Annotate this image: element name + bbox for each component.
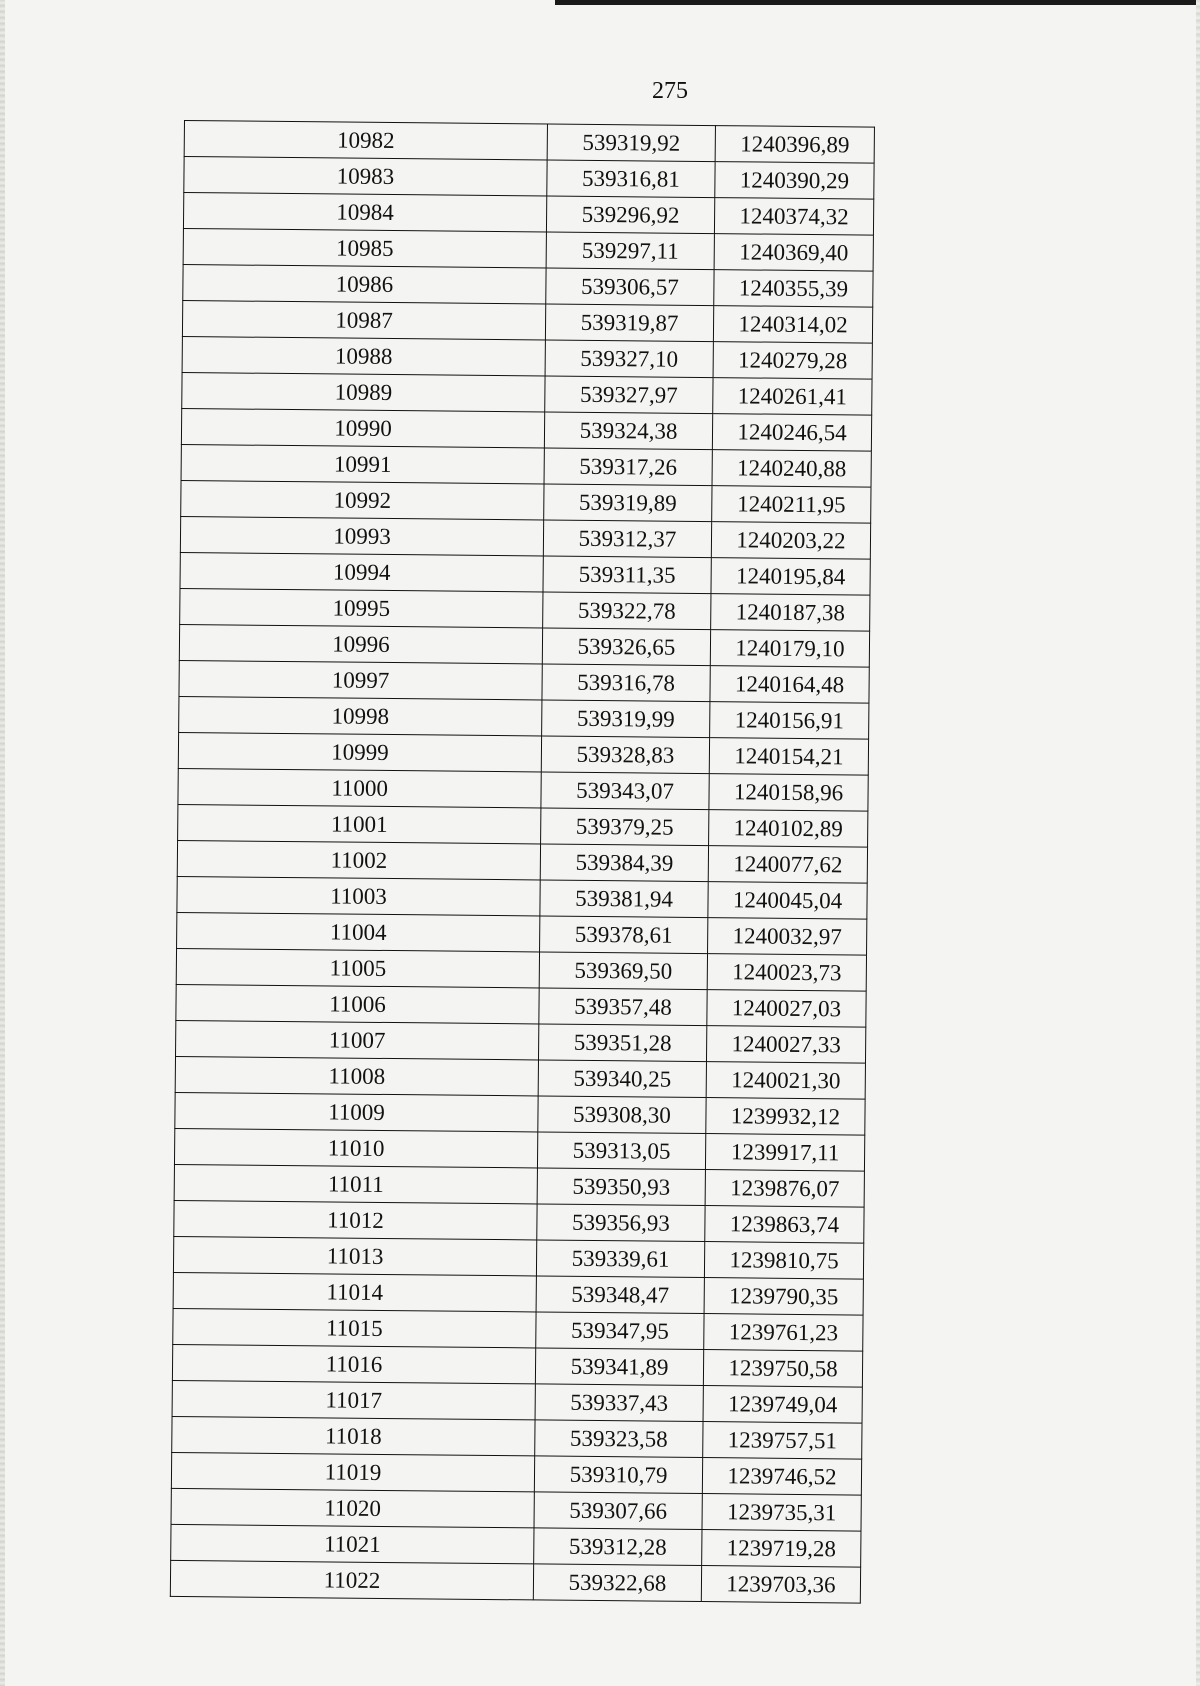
x-coordinate-cell: 539381,94 [540,880,708,918]
y-coordinate-cell: 1239790,35 [704,1278,863,1316]
x-coordinate-cell: 539308,30 [538,1096,706,1134]
y-coordinate-cell: 1240102,89 [709,810,868,848]
y-coordinate-cell: 1239810,75 [704,1242,863,1280]
y-coordinate-cell: 1240027,33 [706,1026,865,1064]
point-number-cell: 10987 [182,300,545,339]
point-number-cell: 11016 [172,1344,535,1383]
x-coordinate-cell: 539312,37 [543,520,711,558]
point-number-cell: 11015 [173,1308,536,1347]
y-coordinate-cell: 1240195,84 [711,558,870,596]
x-coordinate-cell: 539357,48 [539,988,707,1026]
x-coordinate-cell: 539319,99 [542,700,710,738]
point-number-cell: 11013 [173,1236,536,1275]
point-number-cell: 10998 [179,696,542,735]
point-number-cell: 10985 [183,228,546,267]
coordinates-table-body [170,121,874,1604]
scan-top-border [555,0,1200,5]
y-coordinate-cell: 1240240,88 [712,450,871,488]
y-coordinate-cell: 1240390,29 [715,162,874,200]
x-coordinate-cell: 539323,58 [535,1420,703,1458]
y-coordinate-cell: 1239750,58 [703,1350,862,1388]
x-coordinate-cell: 539296,92 [546,196,714,234]
point-number-cell: 11014 [173,1272,536,1311]
x-coordinate-cell: 539317,26 [544,448,712,486]
point-number-cell: 11022 [170,1560,533,1599]
x-coordinate-cell: 539327,97 [545,376,713,414]
point-number-cell: 11020 [171,1488,534,1527]
point-number-cell: 11011 [174,1164,537,1203]
x-coordinate-cell: 539343,07 [541,772,709,810]
y-coordinate-cell: 1239746,52 [702,1458,861,1496]
point-number-cell: 11004 [177,912,540,951]
y-coordinate-cell: 1239761,23 [704,1314,863,1352]
x-coordinate-cell: 539327,10 [545,340,713,378]
x-coordinate-cell: 539319,92 [547,124,715,162]
point-number-cell: 10988 [182,336,545,375]
x-coordinate-cell: 539307,66 [534,1492,702,1530]
y-coordinate-cell: 1239863,74 [705,1206,864,1244]
y-coordinate-cell: 1240032,97 [708,918,867,956]
x-coordinate-cell: 539328,83 [541,736,709,774]
point-number-cell: 10993 [180,516,543,555]
point-number-cell: 10989 [182,372,545,411]
point-number-cell: 10984 [183,193,546,232]
y-coordinate-cell: 1240077,62 [708,846,867,884]
y-coordinate-cell: 1239735,31 [702,1494,861,1532]
table-row [170,1560,860,1603]
y-coordinate-cell: 1240164,48 [710,666,869,704]
y-coordinate-cell: 1240396,89 [715,126,874,164]
point-number-cell: 11018 [172,1416,535,1455]
x-coordinate-cell: 539324,38 [544,412,712,450]
point-number-cell: 11012 [174,1200,537,1239]
y-coordinate-cell: 1240203,22 [711,522,870,560]
point-number-cell: 10983 [184,157,547,196]
point-number-cell: 11017 [172,1380,535,1419]
y-coordinate-cell: 1240179,10 [710,630,869,668]
y-coordinate-cell: 1240021,30 [706,1062,865,1100]
x-coordinate-cell: 539351,28 [538,1024,706,1062]
point-number-cell: 11009 [175,1092,538,1131]
point-number-cell: 10986 [183,264,546,303]
x-coordinate-cell: 539313,05 [537,1132,705,1170]
x-coordinate-cell: 539379,25 [541,808,709,846]
x-coordinate-cell: 539348,47 [536,1276,704,1314]
y-coordinate-cell: 1240374,32 [714,198,873,236]
point-number-cell: 10995 [180,588,543,627]
x-coordinate-cell: 539326,65 [542,628,710,666]
point-number-cell: 10994 [180,552,543,591]
point-number-cell: 11010 [174,1128,537,1167]
point-number-cell: 10999 [178,732,541,771]
point-number-cell: 10992 [181,480,544,519]
y-coordinate-cell: 1240261,41 [713,378,872,416]
point-number-cell: 11019 [171,1452,534,1491]
x-coordinate-cell: 539340,25 [538,1060,706,1098]
point-number-cell: 11021 [171,1524,534,1563]
point-number-cell: 11005 [176,948,539,987]
x-coordinate-cell: 539347,95 [536,1312,704,1350]
y-coordinate-cell: 1239876,07 [705,1170,864,1208]
y-coordinate-cell: 1239757,51 [703,1422,862,1460]
y-coordinate-cell: 1239932,12 [706,1098,865,1136]
x-coordinate-cell: 539369,50 [539,952,707,990]
point-number-cell: 10990 [181,408,544,447]
x-coordinate-cell: 539306,57 [546,268,714,306]
point-number-cell: 11001 [178,804,541,843]
point-number-cell: 11006 [176,984,539,1023]
x-coordinate-cell: 539312,28 [534,1528,702,1566]
x-coordinate-cell: 539339,61 [536,1240,704,1278]
y-coordinate-cell: 1239917,11 [705,1134,864,1172]
x-coordinate-cell: 539319,87 [545,304,713,342]
x-coordinate-cell: 539378,61 [540,916,708,954]
x-coordinate-cell: 539322,78 [543,592,711,630]
y-coordinate-cell: 1240355,39 [714,270,873,308]
y-coordinate-cell: 1240158,96 [709,774,868,812]
y-coordinate-cell: 1240045,04 [708,882,867,920]
y-coordinate-cell: 1240279,28 [713,342,872,380]
y-coordinate-cell: 1240027,03 [707,990,866,1028]
y-coordinate-cell: 1240154,21 [709,738,868,776]
y-coordinate-cell: 1240187,38 [711,594,870,632]
y-coordinate-cell: 1239719,28 [702,1530,861,1568]
x-coordinate-cell: 539310,79 [534,1456,702,1494]
coordinates-table [170,120,875,1604]
point-number-cell: 11003 [177,876,540,915]
scan-left-edge [0,0,5,1686]
x-coordinate-cell: 539356,93 [537,1204,705,1242]
y-coordinate-cell: 1240023,73 [707,954,866,992]
x-coordinate-cell: 539337,43 [535,1384,703,1422]
x-coordinate-cell: 539311,35 [543,556,711,594]
point-number-cell: 10996 [179,624,542,663]
x-coordinate-cell: 539297,11 [546,232,714,270]
x-coordinate-cell: 539322,68 [533,1564,701,1602]
page-number: 275 [652,78,688,104]
point-number-cell: 10982 [184,121,547,160]
y-coordinate-cell: 1240314,02 [713,306,872,344]
y-coordinate-cell: 1240246,54 [712,414,871,452]
y-coordinate-cell: 1240369,40 [714,234,873,272]
point-number-cell: 11007 [176,1020,539,1059]
x-coordinate-cell: 539341,89 [535,1348,703,1386]
scan-right-edge [1196,0,1200,1686]
point-number-cell: 11002 [177,840,540,879]
point-number-cell: 10997 [179,660,542,699]
point-number-cell: 11000 [178,768,541,807]
x-coordinate-cell: 539316,78 [542,664,710,702]
x-coordinate-cell: 539319,89 [544,484,712,522]
x-coordinate-cell: 539384,39 [540,844,708,882]
y-coordinate-cell: 1240211,95 [712,486,871,524]
point-number-cell: 10991 [181,444,544,483]
y-coordinate-cell: 1239749,04 [703,1386,862,1424]
x-coordinate-cell: 539350,93 [537,1168,705,1206]
point-number-cell: 11008 [175,1056,538,1095]
y-coordinate-cell: 1240156,91 [710,702,869,740]
y-coordinate-cell: 1239703,36 [701,1566,860,1604]
x-coordinate-cell: 539316,81 [547,160,715,198]
